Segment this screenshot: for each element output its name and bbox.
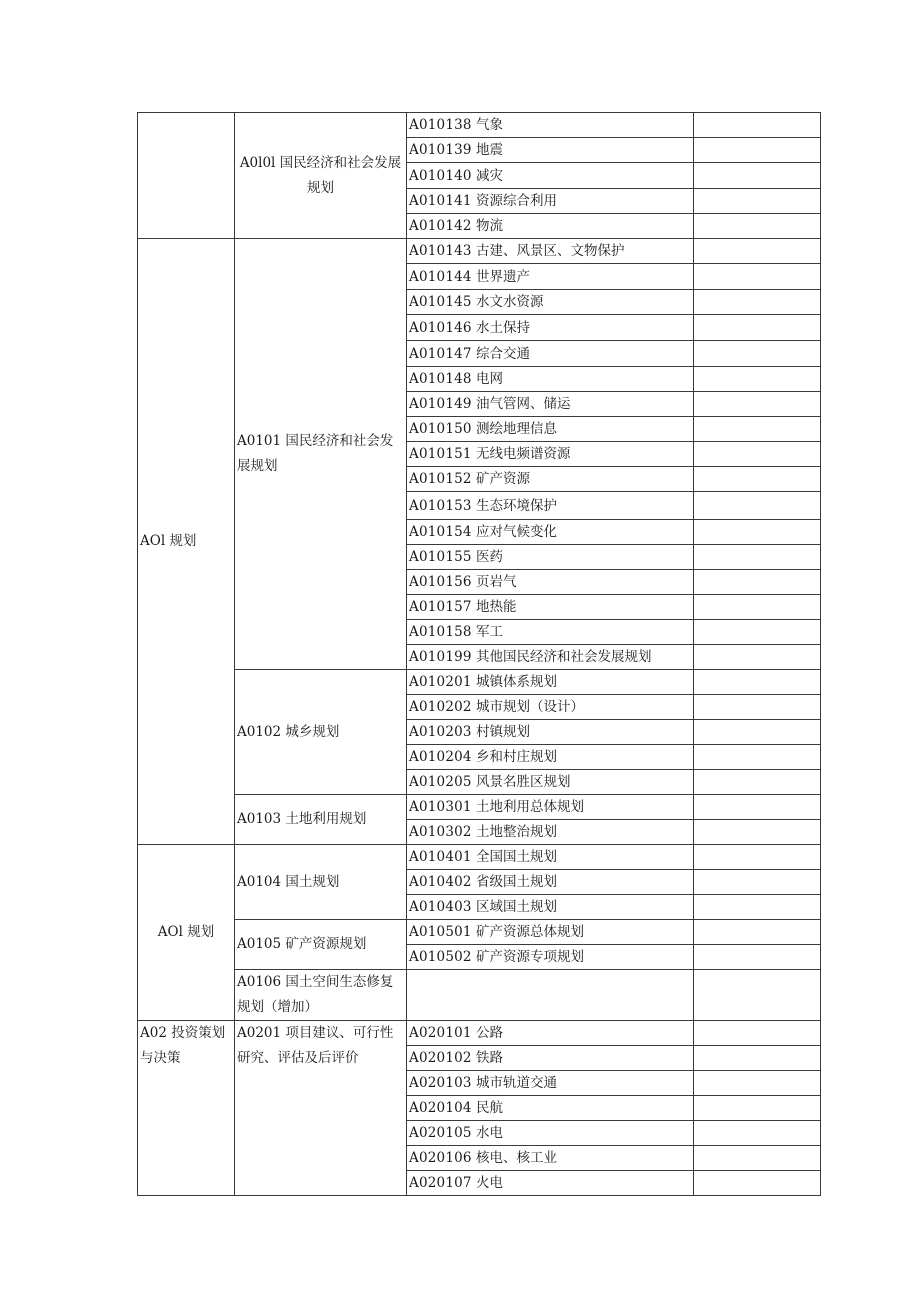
item-cell [407,970,694,1021]
table-row [138,1021,821,1046]
remark-cell [694,820,821,845]
subcategory-cell: A0l0l 国民经济和社会发展规划 [235,113,407,239]
remark-cell [694,945,821,970]
item-name: 民航 [475,1100,503,1116]
remark-cell [694,1171,821,1196]
item-cell [407,895,694,920]
item-name: 世界遗产 [475,268,530,285]
item-name: 地热能 [475,599,517,615]
remark-cell [694,467,821,492]
item-name: 古建、风景区、文物保护 [475,243,625,259]
subcategory-cell: A0101 国民经济和社会发展规划 [235,239,407,670]
subcategory-cell: A0201 项目建议、可行性研究、评估及后评价 [235,1021,407,1196]
remark-cell [694,1071,821,1096]
category-cell: AOl 规划 [138,845,235,1021]
item-cell [407,138,694,163]
item-code: A010140 [409,167,472,184]
item-cell [407,945,694,970]
item-code: A010199 [409,649,472,665]
item-code: A010138 [409,117,472,133]
item-code: A020102 [409,1050,472,1066]
item-name: 应对气候变化 [475,524,557,540]
item-name: 风景名胜区规划 [475,774,571,790]
item-name: 无线电频谱资源 [475,446,571,462]
remark-cell [694,214,821,239]
item-cell [407,163,694,189]
item-name: 电网 [475,371,503,387]
table-row [138,920,821,945]
item-cell [407,492,694,520]
item-cell [407,315,694,341]
subcategory-cell: A0102 城乡规划 [235,670,407,795]
item-code: A010147 [409,345,472,362]
remark-cell [694,417,821,442]
item-name: 气象 [475,117,503,133]
item-code: A010144 [409,268,472,285]
table-row [138,113,821,138]
item-code: A010146 [409,319,472,336]
item-cell [407,392,694,417]
remark-cell [694,695,821,720]
item-code: A010152 [409,471,472,487]
item-name: 物流 [475,218,503,234]
item-code: A020103 [409,1075,472,1091]
item-code: A010139 [409,142,472,158]
item-cell [407,1046,694,1071]
item-cell [407,670,694,695]
item-name: 土地利用总体规划 [475,799,584,815]
item-cell [407,417,694,442]
item-name: 矿产资源 [475,471,530,487]
item-code: A010202 [409,699,472,715]
item-cell [407,239,694,264]
item-code: A010205 [409,774,472,790]
item-code: A010153 [409,497,472,514]
item-cell [407,467,694,492]
item-name: 村镇规划 [475,724,530,740]
remark-cell [694,620,821,645]
item-code: A010148 [409,371,472,387]
remark-cell [694,1046,821,1071]
item-code: A010501 [409,924,472,940]
item-cell [407,720,694,745]
remark-cell [694,545,821,570]
item-cell [407,845,694,870]
remark-cell [694,520,821,545]
item-code: A010143 [409,243,472,259]
item-code: A010157 [409,599,472,615]
item-name: 城市规划（设计） [475,699,584,715]
item-cell [407,341,694,367]
item-code: A010145 [409,294,472,310]
remark-cell [694,138,821,163]
remark-cell [694,870,821,895]
table-body [138,113,821,1196]
item-code: A010502 [409,949,472,965]
item-cell [407,920,694,945]
item-code: A010141 [409,193,472,209]
item-cell [407,113,694,138]
item-name: 水文水资源 [475,294,544,310]
table-row [138,795,821,820]
item-cell [407,1121,694,1146]
remark-cell [694,770,821,795]
item-name: 火电 [475,1175,503,1191]
subcategory-cell: A0103 土地利用规划 [235,795,407,845]
item-name: 土地整治规划 [475,824,557,840]
item-code: A010203 [409,724,472,740]
item-code: A010142 [409,218,472,234]
item-cell [407,595,694,620]
remark-cell [694,367,821,392]
item-code: A010302 [409,824,472,840]
item-name: 矿产资源专项规划 [475,949,584,965]
remark-cell [694,845,821,870]
category-cell: A02 投资策划与决策 [138,1021,235,1196]
item-cell [407,695,694,720]
remark-cell [694,720,821,745]
item-code: A010158 [409,624,472,640]
item-code: A010204 [409,749,472,765]
remark-cell [694,113,821,138]
item-name: 矿产资源总体规划 [475,924,584,940]
remark-cell [694,264,821,290]
remark-cell [694,970,821,1021]
item-cell [407,1146,694,1171]
remark-cell [694,670,821,695]
item-name: 减灾 [475,167,503,184]
table-row [138,670,821,695]
item-cell [407,520,694,545]
item-cell [407,1096,694,1121]
item-name: 综合交通 [475,345,530,362]
classification-table [137,112,821,1196]
item-cell [407,1071,694,1096]
item-name: 水电 [475,1125,503,1141]
remark-cell [694,1096,821,1121]
item-code: A010201 [409,674,472,690]
item-name: 测绘地理信息 [475,421,557,437]
item-cell [407,545,694,570]
item-cell [407,290,694,315]
item-cell [407,870,694,895]
remark-cell [694,645,821,670]
item-cell [407,1171,694,1196]
item-name: 油气管网、储运 [475,396,571,412]
item-name: 水土保持 [475,319,530,336]
remark-cell [694,895,821,920]
remark-cell [694,290,821,315]
item-cell [407,189,694,214]
subcategory-cell: A0106 国土空间生态修复规划（增加） [235,970,407,1021]
item-name: 全国国土规划 [475,849,557,865]
item-code: A010149 [409,396,472,412]
item-code: A010403 [409,899,472,915]
item-name: 乡和村庄规划 [475,749,557,765]
item-name: 省级国土规划 [475,874,557,890]
category-cell [138,113,235,239]
remark-cell [694,1121,821,1146]
remark-cell [694,492,821,520]
subcategory-cell: A0104 国土规划 [235,845,407,920]
item-cell [407,645,694,670]
item-name: 核电、核工业 [475,1150,557,1166]
item-name: 铁路 [475,1050,503,1066]
item-name: 地震 [475,142,503,158]
item-name: 医药 [475,549,503,565]
item-cell [407,820,694,845]
remark-cell [694,1021,821,1046]
remark-cell [694,795,821,820]
remark-cell [694,392,821,417]
remark-cell [694,341,821,367]
remark-cell [694,189,821,214]
item-code: A010301 [409,799,472,815]
remark-cell [694,442,821,467]
item-code: A020104 [409,1100,472,1116]
item-cell [407,1021,694,1046]
item-name: 军工 [475,624,503,640]
item-cell [407,770,694,795]
item-code: A010150 [409,421,472,437]
remark-cell [694,745,821,770]
remark-cell [694,920,821,945]
item-code: A010156 [409,574,472,590]
category-cell: AOl 规划 [138,239,235,845]
remark-cell [694,1146,821,1171]
table-row [138,970,821,1021]
item-name: 其他国民经济和社会发展规划 [475,649,652,665]
remark-cell [694,163,821,189]
remark-cell [694,595,821,620]
item-code: A020107 [409,1175,472,1191]
item-code: A010155 [409,549,472,565]
item-cell [407,795,694,820]
item-name: 公路 [475,1025,503,1041]
remark-cell [694,570,821,595]
item-code: A020101 [409,1025,472,1041]
item-cell [407,620,694,645]
remark-cell [694,315,821,341]
item-cell [407,214,694,239]
item-code: A010154 [409,524,472,540]
table-row [138,239,821,264]
item-code: A020105 [409,1125,472,1141]
item-code: A020106 [409,1150,472,1166]
item-name: 生态环境保护 [475,497,557,514]
item-cell [407,570,694,595]
item-cell [407,745,694,770]
item-name: 资源综合利用 [475,193,557,209]
item-name: 页岩气 [475,574,517,590]
item-name: 城镇体系规划 [475,674,557,690]
subcategory-cell: A0105 矿产资源规划 [235,920,407,970]
item-name: 区域国土规划 [475,899,557,915]
item-code: A010401 [409,849,472,865]
table-row [138,845,821,870]
item-cell [407,264,694,290]
item-code: A010151 [409,446,472,462]
item-code: A010402 [409,874,472,890]
remark-cell [694,239,821,264]
item-cell [407,367,694,392]
item-cell [407,442,694,467]
item-name: 城市轨道交通 [475,1075,557,1091]
